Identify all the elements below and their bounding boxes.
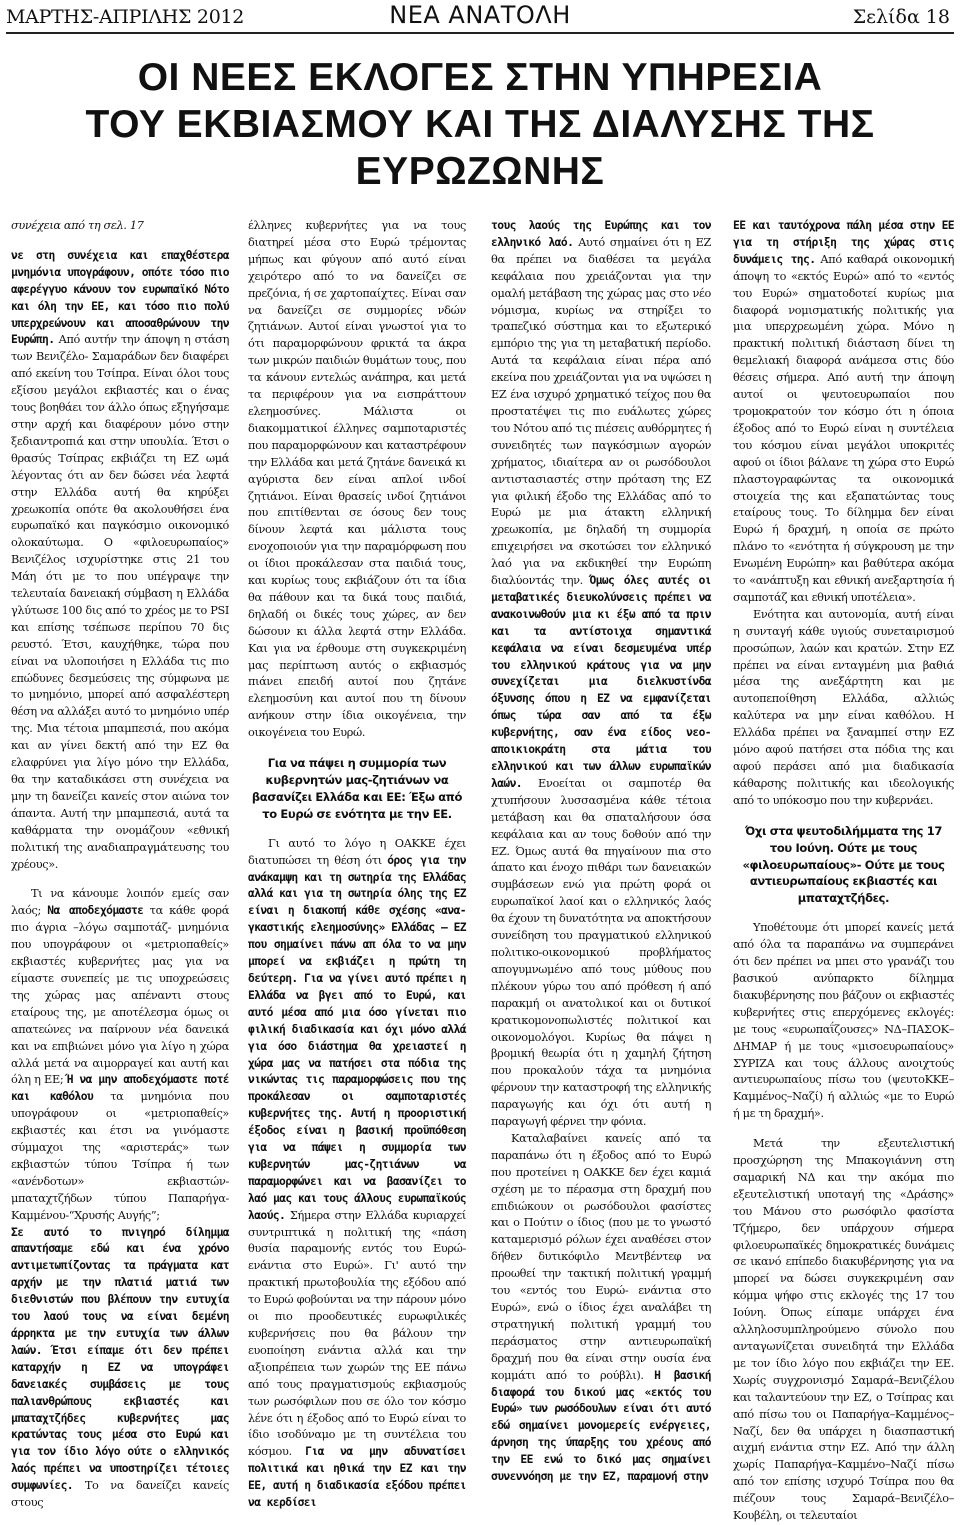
col3-p1-text: Αυτό σημαίνει ότι η ΕΖ θα πρέπει να διαθέσει τα μεγάλα κεφάλαια που χρειάζονται για την ομαλή μετάβαση της χώρας μας στο νέο νόμισμα, κυρίως να στηρίξει το τραπεζικό σύστημα και το εξωτερικό εμπόριο της για τη μεταβατική περίοδο. Αυτά τα κεφάλαια είναι πέρα από εκείνα που χρειάζονται για να υψώσει η ΕΖ ένα ισχυρό χρηματικό τείχος που θα προστατέψει τις πιο ευάλωτες χώρες του Νότου από τις πιέσεις αυθόρμητες ή συνειδητές των παγκόσμιων αγορών χρήματος, ιδιαίτερα αν οι ρωσόδουλοι αντιστασιαστές στην πρόταση της ΕΖ για φιλική έξοδο της Ελλάδας από το Ευρώ με μια άτακτη ελληνική χρεωκοπία, με δηλαδή τη συμμορία επιχειρήσει να σκοτώσει τον ελληνικό λαό για να εκδικηθεί την Ευρώπη διαλύοντάς την. [491, 235, 711, 588]
column-3 [491, 218, 712, 1484]
col2-paragraph-2 [248, 836, 466, 1512]
col4-subheading: Όχι στα ψευτοδιλήμματα της 17 του Ιούνη. Ούτε με τους «φιλοευρωπαίους»- Ούτε με τους αντιευρωπαίους εκβιαστές και μπαταχτζήδες. [742, 823, 945, 906]
page-header [0, 0, 960, 34]
col1-p1-bold: νε στη συνέχεια και επαχθέστερα μνημόνια υπογράφουν, οπότε τόσο πιο αφερέγγυο κάνουν τον ευρωπαϊκό Νότο και όλη την ΕΕ, και τόσο πιο πολύ υπερχρεώνουν και αποσαθρώνουν την Ευρώπη. [11, 248, 229, 347]
col3-p2-text: Καταλαβαίνει κανείς από τα παραπάνω ότι η έξοδος από το Ευρώ που προτείνει η ΟΑΚΚΕ δεν έχει καμιά σχέση με το πέρασμα στη δραχμή που επιδιώκουν οι ρωσόδουλοι φασίστες και ο Πούτιν ο ίδιος (που με το γνωστό καταμερισμό ρόλων έχει αναθέσει στον δήθεν δυτικόφιλο Μεντβέντεφ να προωθεί την τακτική πολιτική γραμμή του «εντός του Ευρώ- ενάντια στο Ευρώ», ενώ ο ίδιος έχει αναλάβει τη στρατηγική πολιτική γραμμή του περάσματος στην αντιευρωπαϊκή δραχμή που θα είναι στην ουσία ένα κομμάτι από το ρούβλι). [491, 1131, 711, 1382]
column-2 [248, 218, 466, 1510]
newspaper-name: ΝΕΑ ΑΝΑΤΟΛΗ [389, 1, 571, 29]
col2-p2-d: Για να μην αδυνατίσει πολιτικά και ηθικά την ΕΖ και την ΕΕ, αυτή η διαδικασία εξόδου πρέπει να κερδίσει [248, 1445, 466, 1510]
col1-p3-text: Το να δανείζει κανείς στους [11, 1479, 229, 1510]
col2-p2-c: Σήμερα στην Ελλάδα κυριαρχεί συντριπτικά η πολιτική της «πάση θυσία παραμονής εντός του Ευρώ- ενάντια στο Ευρώ». Γι' αυτό την πρακτική πρωτοβουλία της εξόδου από το Ευρώ φοβούνται να την πάρουν μόνο οι πιο προοδευτικές ευρωφιλικές κυβερνήσεις που θα βάλουν την ευοποίηση ενάντια αλλά και την αξιοπρέπεια των χωρών της ΕΕ πάνω από τους πραγματισμούς εκβιασμούς των ρωσόφιλων που σε όλο τον κόσμο λένε ότι η έξοδος από το Ευρώ είναι το ίδιο ισοδύναμο με τη συντέλεια του κόσμου. [248, 1208, 466, 1459]
column-1 [11, 218, 229, 1510]
col1-p2-d: Ή να μην αποδεχόμαστε ποτέ και καθόλου [11, 1073, 229, 1104]
col3-p2-bold: Η βασική διαφορά του δικού μας «εκτός του Ευρώ» των ρωσόδουλων είναι ότι αυτό εδώ σημαίνει μονομερείς ενέργειες, άρνηση της ύπαρξης του χρέους από την ΕΕ ενώ το δικό μας σημαίνει συνεννόηση με την ΕΖ, παραμονή στην [491, 1368, 711, 1484]
issue-date: ΜΑΡΤΗΣ-ΑΠΡΙΛΗΣ 2012 [6, 6, 245, 28]
col1-paragraph-1 [11, 248, 229, 874]
page-number: Σελίδα 18 [852, 6, 950, 28]
col4-p1-text: Από καθαρά οικονομική άποψη το «εκτός Ευρώ» από το «εντός του Ευρώ» σηματοδοτεί κυρίως μια διαφορά νομισματικής πολιτικής για μια υπερχρεωμένη χώρα. Μόνο η πρακτική πολιτική διάσταση δίνει τη θεμελιακή διαφορά ανάμεσα στις δύο θέσεις σήμερα. Από αυτή την άποψη αυτοί οι ψευτοευρωπαίοι που τρομοκρατούν τον κόσμο ότι η όποια έξοδος από το Ευρώ είναι η συντέλεια του κόσμου είναι μεγάλοι υποκριτές αφού οι ίδιοι βάλανε τη χώρα στο Ευρώ πλαστογραφώντας τα οικονομικά στοιχεία της και εξαπατώντας τους εταίρους τους. Το δίλημμα δεν είναι Ευρώ ή δραχμή, η οποία σε πρώτο πλάνο το «ενότητα ή σύγκρουση με την Ενωμένη Ευρώπη» και βαθύτερα ακόμα το «ανάπτυξη και εθνική ανεξαρτησία ή σαμποτάζ και εθνική υποτέλεια». [733, 252, 954, 604]
col3-paragraph-1 [491, 218, 711, 1131]
col2-subheading: Για να πάψει η συμμορία των κυβερνητών μας-ζητιάνων να βασανίζει Ελλάδα και ΕΕ: Έξω από το Ευρώ σε ενότητα με την ΕΕ. [251, 756, 463, 821]
col3-p1-text-2: Ενοείται οι σαμποτέρ θα χτυπήσουν λυσσασμένα κάθε τέτοια μετάβαση και θα σπαταλήσουν όσα κεφάλαια και αν τους δοθούν από την ΕΖ. Όμως αυτά θα πηγαίνουν πια στο άπατο και ένοχο πιθάρι των δανειακών συμβάσεων ενώ για πρώτη φορά οι ευρωπαϊκοί λαοί και ο ελληνικός λαός θα έχουν τη δυνατότητα να αποκτήσουν συνείδηση του πραγματικού ελληνικού πολιτικο-οικονομικού προβλήματος απογυμνωμένο από τους μύθους που πλέκουν γύρω του από πρόθεση ή από παρακμή οι ανατολικοί και οι δυτικοί κρατικομονοπωλιστές πολιτικοί και οικονομολόγοι. Κυρίως θα πάψει η βρομική θεωρία ότι η χαμηλή ζήτηση που προκαλούν τάχα τα μνημόνια φέρνουν την καταστροφή της ελληνικής παραγωγής και όχι ότι αυτή η παραγωγή φέρνει την φόνια. [491, 776, 711, 1129]
col1-p2-c: τα κάθε φορά πιο άγρια –λόγω σαμποτάζ- μνημόνια που υπογράφουν οι «μετριοπαθείς» εκβιαστές κυβερνήτες μας για να είμαστε συνεπείς με τις υποχρεώσεις της χώρας μας απέναντι στους εταίρους της, με αποτέλεσμα όμως οι απατεώνες να παίρνουν νέα δανεικά και να επιβιώνει μόνο για λίγο η χώρα αλλά μετά να αιμορραγεί και αυτή και όλη η ΕΕ; [11, 904, 229, 1087]
continued-from: συνέχεια από τη σελ. 17 [11, 219, 144, 232]
header-rule [6, 32, 954, 34]
article-body [0, 218, 960, 1523]
col2-p2-b: όρος για την ανάκαμψη και τη σωτηρία της Ελλάδας αλλά και για τη σωτηρία όλης της ΕΖ είναι η διακοπή κάθε σχέσης «ανα-γκαστικής ελεημοσύνης» Ελλάδας – ΕΖ που σημαίνει πάνω απ όλα το να μην μπορεί να εκβιάζει η πρώτη τη δεύτερη. Για να γίνει αυτό πρέπει η Ελλάδα να βγει από το Ευρώ, και αυτό μέσα από μια όσο γίνεται πιο φιλική διαδικασία και όχι μόνο αλλά για όσο διάστημα θα χρειαστεί η χώρα μας να πατήσει στα πόδια της νικώντας τις παραμορφώσεις που της προκάλεσαν οι σαμποταριστές κυβερνήτες της. Αυτή η προοριστική έξοδος είναι η βασική προϋπόθεση για να πάψει η συμμορία των κυβερνητών μας-ζητιάνων να παραμορφώνει και να βασανίζει το λαό μας και τους άλλους ευρωπαϊκούς λαούς. [248, 853, 466, 1222]
col3-paragraph-2 [491, 1131, 711, 1486]
col1-paragraph-3 [11, 1225, 229, 1512]
col4-paragraph-2: Ενότητα και αυτονομία, αυτή είναι η συνταγή κάθε υγιούς συνεταιρισμού προσώπων, λαών και κρατών. Στην ΕΖ πρέπει να είναι ενταγμένη μια βαθιά μέσα της ανεξάρτητη και με αυτοπεποίθηση Ελλάδα, αλλιώς καλύτερα να μην είναι καθόλου. Η Ελλάδα πρέπει να ξαναμπεί στην ΕΖ μόνο αφού πατήσει στα πόδια της και αφού περάσει από μια διαδικασία κάθαρσης πολιτικής και ιδεολογικής από το υπόκοσμο που την κυβερνάει. [733, 607, 954, 807]
col4-paragraph-1 [733, 218, 954, 607]
article-headline [30, 54, 930, 195]
column-4 [733, 218, 954, 1523]
col1-p2-b: Να αποδεχόμαστε [47, 904, 144, 918]
col4-paragraph-3: Υποθέτουμε ότι μπορεί κανείς μετά από όλα τα παραπάνω να συμπεράνει ότι δεν πρέπει να μπει στο γρανάζι του βασικού ανύπαρκτο δίλημμα διακυβέρνησης που βάζουν οι εκβιαστές κυβερνήτες στις επερχόμενες εκλογές: με τους «ευρωπαΐζουσες» ΝΔ–ΠΑΣΟΚ– ΔΗΜΑΡ ή με τους «μισοευρωπαίους» ΣΥΡΙΖΑ και τους άλλους ανοιχτούς αντιευρωπαίους πίσω του (ψευτοΚΚΕ–Καμμένος–Ναζί) ή αλλιώς «με το Ευρώ ή με τη δραχμή». [733, 921, 954, 1121]
col3-p1-bold-2: Όμως όλες αυτές οι μεταβατικές διευκολύνσεις πρέπει να ανακοινωθούν μια κι έξω από τα πριν και τα αντίστοιχα σημαντικά κεφάλαια να είναι δεσμευμένα υπέρ του ελληνικού κράτους για να μην συνεχίζεται μια διελκυστίνδα όξυνσης όπου η ΕΖ να εμφανίζεται όπως τώρα σαν από τα έξω κυβερνήτης, σαν ένα είδος νεο-αποικιοκράτη στα μάτια του ελληνικού και των άλλων ευρωπαϊκών λαών. [491, 574, 712, 790]
col1-paragraph-2 [11, 886, 229, 1224]
col1-p2-a: Τι να κάνουμε λοιπόν εμείς σαν λαός; [11, 887, 229, 918]
headline-line-1: ΟΙ ΝΕΕΣ ΕΚΛΟΓΕΣ ΣΤΗΝ ΥΠΗΡΕΣΙΑ [137, 56, 823, 99]
headline-line-2: ΤΟΥ ΕΚΒΙΑΣΜΟΥ ΚΑΙ ΤΗΣ ΔΙΑΛΥΣΗΣ ΤΗΣ [85, 103, 875, 146]
col3-p1-bold: τους λαούς της Ευρώπης και τον ελληνικό λαό. [491, 219, 711, 249]
headline-line-3: ΕΥΡΩΖΩΝΗΣ [355, 150, 605, 193]
col1-p1-text: Από αυτήν την άποψη η στάση των Βενιζέλο- Σαμαράδων δεν διαφέρει από εκείνη του Τσίπρα. Είναι όλοι τους εξίσου μεγάλοι εκβιαστές και ο ένας τους βοηθάει τον άλλο όπως εξηγήσαμε στην αρχή και διαφέρουν μόνο στην ξεδιαντροπιά και στην υπουλία. Έτσι ο θρασύς Τσίπρας εκβιάζει τη ΕΖ ωμά λέγοντας ότι αν δεν δώσει νέα λεφτά στην Ελλάδα αυτή θα κηρύξει χρεωκοπία οπότε θα ακολουθήσει ένα ευρωπαϊκό και παγκόσμιο οικονομικό ολοκαύτωμα. Ο «φιλοευρωπαίος» Βενιζέλος ισχυρίστηκε στις 21 του Μάη ότι με το που υπέγραψε την τελευταία δανειακή σύμβαση η Ελλάδα γλύτωσε 100 δις από το χρέος με το PSI και επίσης τσέπωσε περίπου 70 δις ρευστό. Έτσι, καυχήθηκε, τώρα που είναι να υλοποιήσει η Ελλάδα τις πιο επώδυνες δεσμεύσεις της σύμφωνα με το μνημόνιο, μπορεί από ασφαλέστερη θέση να αλλάξει αυτό το μνημόνιο υπέρ της. Μια τέτοια μπαμπεσιά, που ακόμα και αν γίνει δεκτή από την ΕΖ θα ελαφρύνει για λίγο μόνο την Ελλάδα, θα την καταδικάσει στη συνέχεια να μην τη δανείζει κανείς στον αιώνα τον άπαντα. Αυτή την μπαμπεσιά, αυτά τα καθάρματα την ονομάζουν «εθνική πολιτική της αναδιαπραγμάτευσης του χρέους». [11, 333, 229, 871]
col2-paragraph-1: έλληνες κυβερνήτες για να τους διατηρεί μέσα στο Ευρώ τρέμοντας μήπως και φύγουν από αυτό είναι χειρότερο από το να δανείζει σε πρεζόνια, ή σε χαρτοπαίχτες. Είναι σαν να δανείζει σε συμμορίες νδών ζητιάνων. Αυτοί είναι γνωστοί για το ότι παραμορφώνουν φρικτά τα άκρα των μικρών παιδιών θυμάτων τους, που τα κάνουν εντελώς ανάπηρα, και μετά τα περιφέρουν για να εισπράττουν ελεημοσύνες. Μάλιστα οι διακομματικοί έλληνες σαμποταριστές που παραμορφώνουν και καταστρέφουν την Ελλάδα και μετά ζητάνε δανεικά κι αγύριστα δεν είναι απλοί ινδοί ζητιάνοι. Είναι θρασείς ινδοί ζητιάνοι που επιτίθενται σε όσους δεν τους δίνουν λεφτά και μάλιστα τους ενοχοποιούν για την παραμόρφωση που οι ίδιοι προκάλεσαν στα παιδιά τους, και κυρίως τους εκβιάζουν ότι τα ίδια θα πάθουν και τα δικά τους παιδιά, δηλαδή οι δικές τους χώρες, αν δεν δώσουν κι άλλα λεφτά στην Ελλάδα. Και για να έρθουμε στη συγκεκριμένη μας περίπτωση αυτός ο εκβιασμός πιάνει επειδή αυτοί που ζητάνε ελεημοσύνη και αυτοί που τη δίνουν ανήκουν στην ίδια οικογένεια, την οικογένεια του Ευρώ. [248, 219, 466, 740]
col2-p2-a: Γι αυτό το λόγο η ΟΑΚΚΕ έχει διατυπώσει τη θέση ότι [248, 836, 466, 867]
col1-p3-bold: Σε αυτό το πνιγηρό δίλημμα απαντήσαμε εδώ και ένα χρόνο αντιμετωπίζοντας τα πράγματα κατ αρχήν με την πλατιά ματιά των διεθνιστών που βλέπουν την ευτυχία του λαού τους να είναι δεμένη άρρηκτα με την ευτυχία των άλλων λαών. Έτσι είπαμε ότι δεν πρέπει καταρχήν η ΕΖ να υπογράφει δανειακές συμβάσεις με τους παλιανθρώπους εκβιαστές και μπαταχτζήδες κυβερνήτες μας κρατώντας τους μέσα στο Ευρώ και για τον ίδιο λόγο ούτε ο ελληνικός λαός πρέπει να υποστηρίζει τέτοιες συμφωνίες. [11, 1225, 229, 1493]
col4-p1-bold: ΕΕ και ταυτόχρονα πάλη μέσα στην ΕΕ για τη στήριξη της χώρας στις δυνάμεις της. [733, 219, 954, 266]
col1-p2-e: τα μνημόνια που υπογράφουν οι «μετριοπαθείς» εκβιαστές και έτσι να γινόμαστε σύμμαχοι της «αριστεράς» των εκβιαστών τύπου Τσίπρα ή των «ανένδοτων» εκβιαστών-μπαταχτζήδων τύπου Παπαρήγα-Καμμένου-“Χρυσής Αυγής”; [11, 1090, 229, 1222]
col4-paragraph-4: Μετά την εξευτελιστική προσχώρηση της Μπακογιάννη στη σαμαρική ΝΔ και την ακόμα πιο εξευτελιστική υποταγή της «Δράσης» του Μάνου στο ρωσόφιλο φασίστα Τζήμερο, δεν υπάρχουν σήμερα φιλοευρωπαϊκές δημοκρατικές δυνάμεις σε ικανό επίπεδο διακυβέρνησης για να μπορεί να δώσει συγκεκριμένη σαν κόμμα ψήφο στις εκλογές της 17 του Ιούνη. Όπως είπαμε υπάρχει ένα αλληλοσυμπληρούμενο σύνολο που ανταγωνίζεται συνειδητά την Ελλάδα με τον ίδιο λόγο που εκβιάζει την ΕΕ. Χωρίς συγχρονισμό Σαμαρά–Βενιζέλου και ταλαντεύουν την ΕΖ, ο Τσίπρας και από πίσω του οι Παπαρήγα–Καμμένος–Ναζί, δεν θα υπάρχει η διασπαστική αιχμή ενάντια στην ΕΖ. Από την άλλη χωρίς Παπαρήγα–Καμμένο–Ναζί πίσω από τον επίσης ισχυρό Τσίπρα που θα πιέζουν τους Σαμαρά–Βενιζέλο–Κουβέλη, οι τελευταίοι [733, 1137, 954, 1523]
